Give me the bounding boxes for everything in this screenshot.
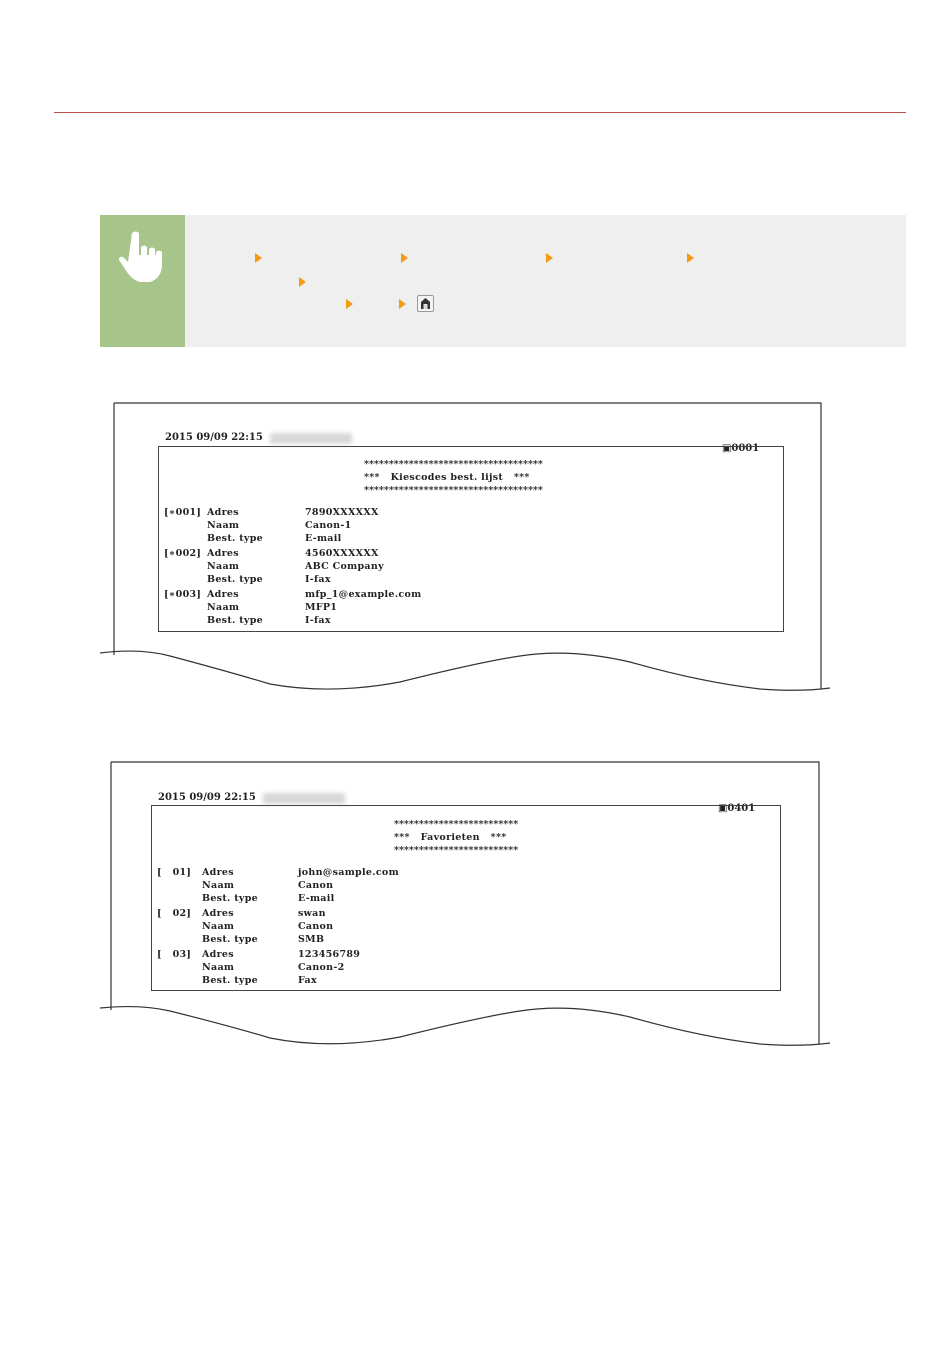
adres-label: Adres [202,908,234,919]
type-label: Best. type [207,615,264,626]
naam-value: MFP1 [305,602,338,613]
title-stars-top: ************************* [394,819,519,830]
naam-label: Naam [202,962,235,973]
naam-label: Naam [202,880,235,891]
adres-value: mfp_1@example.com [305,589,422,600]
adres-value: 7890XXXXXX [305,507,379,518]
naam-label: Naam [207,520,240,531]
adres-value: 4560XXXXXX [305,548,379,559]
report-table [151,805,781,991]
report-sample-favorites [100,758,835,1050]
adres-label: Adres [202,867,234,878]
step-arrow [687,253,694,263]
type-value: E-mail [305,533,342,544]
page-number-value: 0001 [731,443,760,454]
report-date: 2015 09/09 22:15 [165,432,263,443]
adres-label: Adres [207,589,239,600]
step-arrow [399,299,406,309]
type-label: Best. type [207,574,264,585]
adres-label: Adres [207,507,239,518]
step-arrow [401,253,408,263]
adres-value: john@sample.com [298,867,399,878]
naam-value: Canon [298,921,334,932]
naam-value: Canon-2 [298,962,345,973]
touch-hand-icon [118,229,166,285]
type-value: Fax [298,975,317,986]
entry-key: [ 03] [157,949,192,960]
naam-label: Naam [207,561,240,572]
entry-key: [∗003] [164,589,202,600]
type-value: E-mail [298,893,335,904]
report-title: *** Kiescodes best. lijst *** [364,472,530,483]
operation-steps-box [100,215,906,347]
step-arrow [346,299,353,309]
naam-value: ABC Company [305,561,384,572]
entry-key: [∗001] [164,507,202,518]
type-label: Best. type [202,975,259,986]
section-divider [54,112,906,113]
naam-label: Naam [207,602,240,613]
type-label: Best. type [202,893,259,904]
type-label: Best. type [202,934,259,945]
adres-label: Adres [207,548,239,559]
report-sample-speed-dial [100,400,835,695]
entry-key: [ 01] [157,867,192,878]
type-value: I-fax [305,615,331,626]
report-table [158,446,784,632]
page-number-value: 0401 [727,803,756,814]
page-icon: ▣ [717,803,728,814]
step-arrow [255,253,262,263]
entry-key: [∗002] [164,548,202,559]
home-key-icon [417,295,434,312]
operation-icon-cell [100,215,185,347]
entry-key: [ 02] [157,908,192,919]
model-name-blurred [263,793,345,804]
report-title: *** Favorieten *** [394,832,507,843]
title-stars-top: ************************************ [364,459,543,470]
naam-label: Naam [202,921,235,932]
type-label: Best. type [207,533,264,544]
type-value: I-fax [305,574,331,585]
adres-label: Adres [202,949,234,960]
type-value: SMB [298,934,325,945]
adres-value: swan [298,908,326,919]
title-stars-bottom: ************************* [394,845,519,856]
adres-value: 123456789 [298,949,361,960]
page-icon: ▣ [721,443,732,454]
step-arrow [546,253,553,263]
model-name-blurred [270,433,352,444]
report-date: 2015 09/09 22:15 [158,792,256,803]
step-arrow [299,277,306,287]
naam-value: Canon-1 [305,520,352,531]
title-stars-bottom: ************************************ [364,485,543,496]
naam-value: Canon [298,880,334,891]
